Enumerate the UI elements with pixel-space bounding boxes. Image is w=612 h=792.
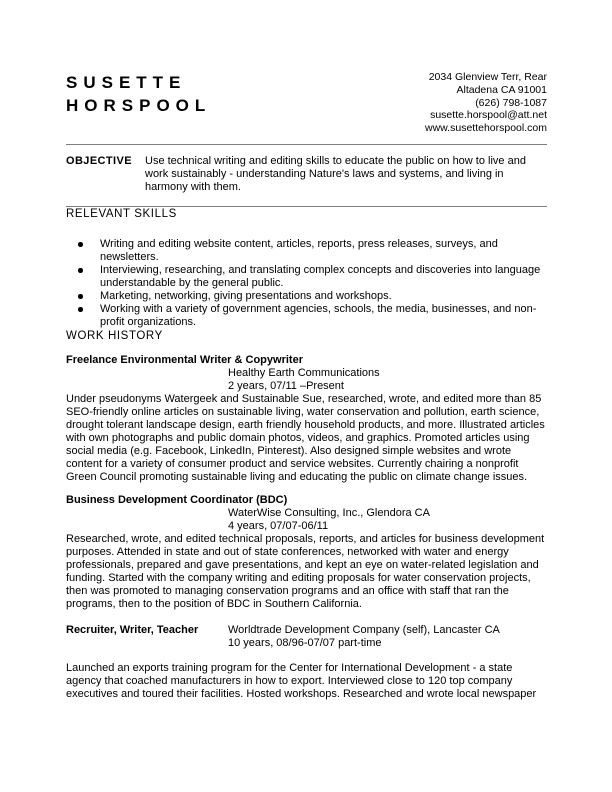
skill-text: Marketing, networking, giving presentations and workshops.	[100, 289, 392, 302]
job-company: Healthy Earth Communications	[228, 366, 380, 379]
bullet-icon	[78, 294, 83, 299]
skills-section	[66, 207, 547, 329]
job-company: Worldtrade Development Company (self), Lancaster CA	[228, 623, 500, 636]
skills-heading: RELEVANT SKILLS	[66, 207, 177, 220]
job-company: WaterWise Consulting, Inc., Glendora CA	[228, 506, 430, 519]
contact-block	[425, 71, 547, 135]
skill-text: Writing and editing website content, articles, reports, press releases, surveys, and newsletters.	[100, 237, 498, 263]
skills-list	[66, 238, 547, 329]
job-header-details	[228, 624, 547, 650]
work-history-section	[66, 329, 547, 701]
objective-label: OBJECTIVE	[66, 154, 132, 167]
job-entry	[66, 624, 547, 701]
job-duration: 4 years, 07/07-06/11	[228, 519, 329, 532]
contact-phone: (626) 798-1087	[475, 96, 547, 109]
bullet-icon	[78, 268, 83, 273]
job-header-row	[66, 624, 547, 650]
list-item	[66, 303, 547, 329]
contact-city: Altadena CA 91001	[456, 83, 547, 96]
objective-text: Use technical writing and editing skills to educate the public on how to live and work sustainably - understanding Nature's laws and systems, and living in harmony with them.	[145, 154, 526, 193]
job-entry	[66, 354, 547, 484]
job-description: Under pseudonyms Watergeek and Sustainable Sue, researched, wrote, and edited more than 85 SEO-friendly online articles on sustainable living, water conservation and pollution, earth science, drought tolerant landscape design, earth friendly household products, and more. Illustrated articles with own photographs and public domain photos, videos, and graphics. Promoted articles using social media (e.g. Facebook, LinkedIn, Pinterest). Also designed simple websites and wrote content for a variety of consumer product and service websites. Currently chairing a nonprofit Green Council promoting sustainable living and educating the public on climate change issues.	[66, 392, 545, 483]
list-item	[66, 264, 547, 290]
contact-street: 2034 Glenview Terr, Rear	[428, 71, 547, 83]
skill-text: Interviewing, researching, and translating complex concepts and discoveries into language understandable by the general public.	[100, 263, 541, 289]
job-title: Recruiter, Writer, Teacher	[66, 623, 199, 636]
job-title: Freelance Environmental Writer & Copywriter	[66, 353, 303, 366]
job-entry	[66, 494, 547, 611]
bullet-icon	[78, 307, 83, 312]
skill-text: Working with a variety of government agencies, schools, the media, businesses, and non-profit organizations.	[100, 302, 537, 328]
job-description: Researched, wrote, and edited technical proposals, reports, and articles for business development purposes. Attended in state and out of state conferences, networked with water and energy professionals, prepared and gave presentations, and kept an eye on water-related legislation and funding. Started with the company writing and editing proposals for water conservation projects, then was promoted to managing conservation programs and an office with staff that ran the programs, then to the position of BDC in Southern California.	[66, 532, 545, 610]
list-item	[66, 238, 547, 264]
candidate-name	[66, 71, 211, 117]
name-line-1: SUSETTE	[66, 73, 187, 92]
bullet-icon	[78, 242, 83, 247]
job-description: Launched an exports training program for the Center for International Development - a state agency that coached manufacturers in how to export. Interviewed close to 120 top company executives and toured their facilities. Hosted workshops. Researched and wrote local newspaper	[66, 661, 537, 700]
header-divider	[66, 144, 547, 145]
header	[66, 71, 547, 135]
job-title: Business Development Coordinator (BDC)	[66, 493, 288, 506]
objective-section	[66, 155, 547, 194]
contact-email: susette.horspool@att.net	[430, 109, 547, 122]
work-history-heading: WORK HISTORY	[66, 329, 163, 342]
job-duration: 10 years, 08/96-07/07 part-time	[228, 636, 382, 649]
list-item	[66, 290, 547, 303]
job-duration: 2 years, 07/11 –Present	[228, 379, 344, 392]
contact-website: www.susettehorspool.com	[425, 122, 547, 135]
name-line-2: HORSPOOL	[66, 96, 212, 115]
